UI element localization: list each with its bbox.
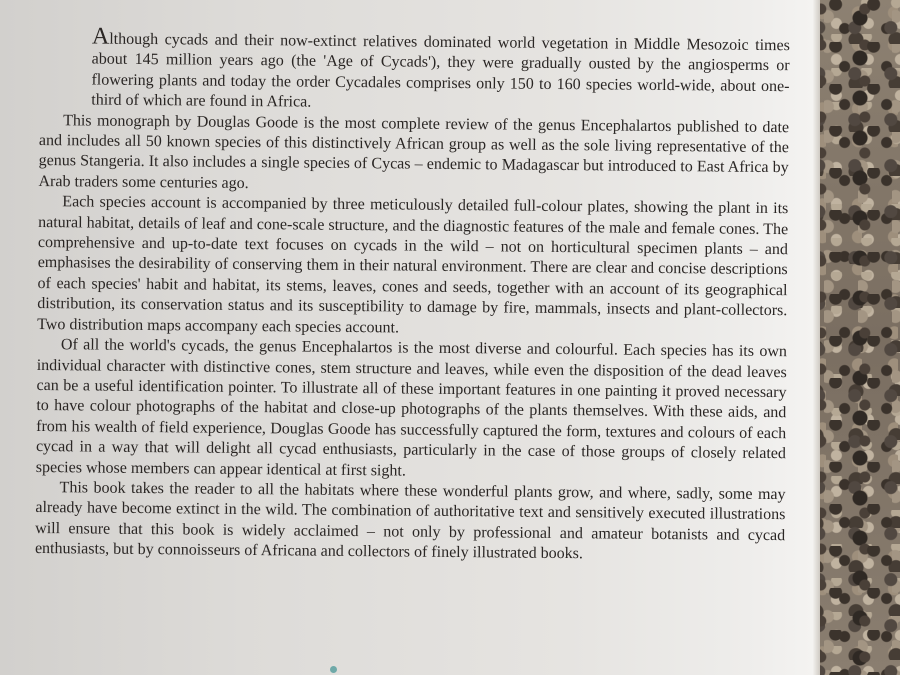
blurb-text: [34, 23, 790, 567]
paragraph-1-text: lthough cycads and their now-extinct relatives dominated world vegetation in Middle Mesozoic times about 145 million years ago (the 'Age of Cycads'), they were gradually ousted by the angiosperms or flowering plants and today the order Cycadales comprises only 150 to 160 species world-wide, about one-third of which are found in Africa.: [91, 30, 790, 111]
page-edge: [812, 0, 820, 675]
paragraph-5: This book takes the reader to all the habitats where these wonderful plants grow, and where, sadly, some may already have become extinct in the wild. The combination of authoritative text and sensitively executed illustrations will ensure that this book is widely acclaimed – not only by professional and amateur botanists and cycad enthusiasts, but by connoisseurs of Africana and collectors of finely illustrated books.: [34, 479, 786, 563]
drop-cap: A: [91, 23, 110, 50]
paragraph-3: Each species account is accompanied by three meticulously detailed full-colour plates, showing the plant in its natural habitat, details of leaf and cone-scale structure, and the diagnostic features of the male and female cones. The comprehensive and up-to-date text focuses on cycads in the wild – not on horticultural specimen plants – and emphasises the desirability of conserving them in their natural environment. There are clear and concise descriptions of each species' habit and habitat, its stems, leaves, cones and seeds, together with an account of its geographical distribution, its conservation status and its susceptibility to damage by fire, mammals, insects and plant-collectors. Two distribution maps accompany each species account.: [37, 193, 789, 337]
paragraph-1: [39, 23, 790, 118]
color-speck: [330, 666, 337, 673]
paragraph-2: This monograph by Douglas Goode is the most complete review of the genus Encephalartos published to date and includes all 50 known species of this distinctively African group as well as the sole living representative of the genus Stangeria. It also includes a single species of Cycas – endemic to Madagascar but introduced to East Africa by Arab traders some centuries ago.: [38, 111, 790, 192]
paragraph-4: Of all the world's cycads, the genus Encephalartos is the most diverse and colourful. Each species has its own individual character with distinctive cones, stem structure and leaves, while even the disposition of the dead leaves can be a useful identification pointer. To illustrate all of these important features in one painting it proved necessary to have colour photographs of the habitat and close-up photographs of the plants themselves. With these aids, and from his wealth of field experience, Douglas Goode has successfully captured the form, textures and colours of each cycad in a way that will delight all cycad enthusiasts, particularly in the case of those groups of closely related species whose members can appear identical at first sight.: [35, 336, 788, 480]
